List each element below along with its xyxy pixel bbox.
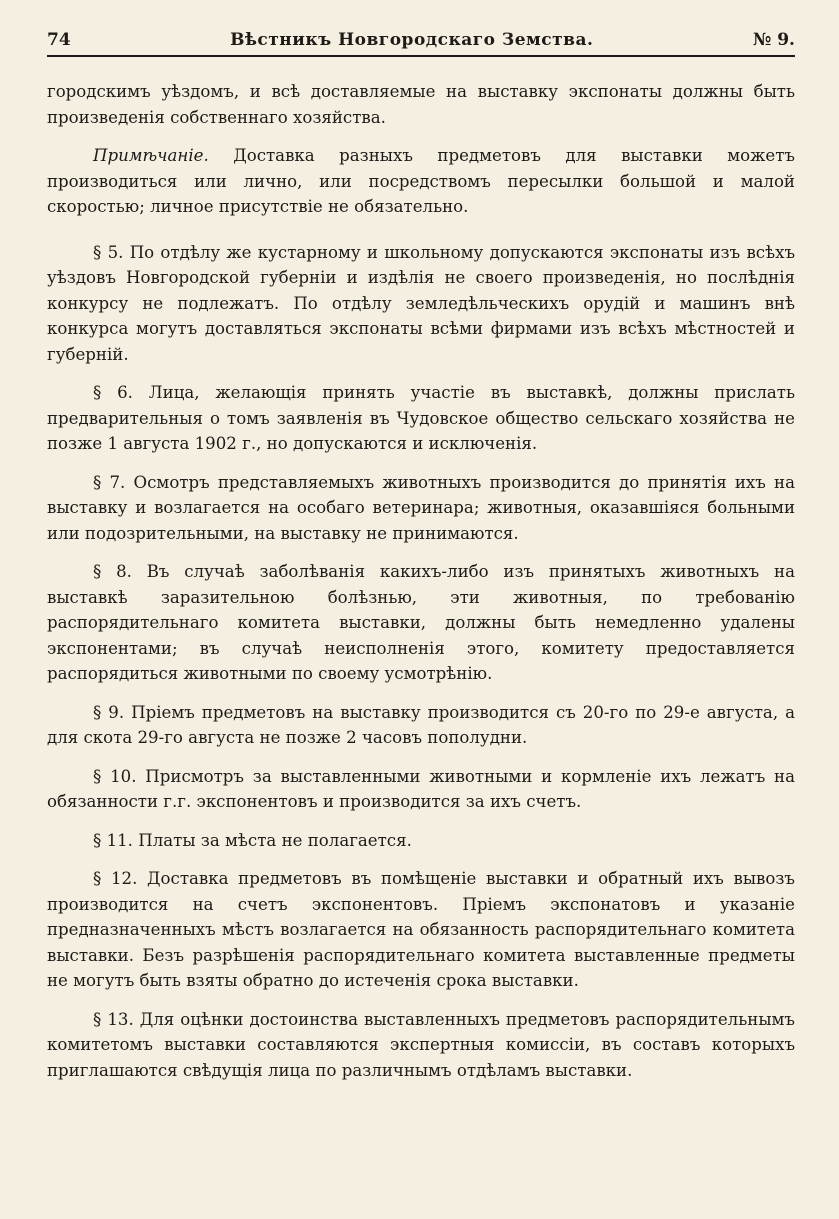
note-paragraph [47,143,795,220]
section-9-paragraph: § 9. Пріемъ предметовъ на выставку производится съ 20-го по 29-е августа, а для скота 29-го августа не позже 2 часовъ пополудни. [47,702,795,747]
section-13-paragraph: § 13. Для оцѣнки достоинства выставленныхъ предметовъ распорядительнымъ комитетомъ выставки составляются экспертныя комиссіи, въ составъ которыхъ приглашаются свѣдущія лица по различнымъ отдѣламъ выставки. [47,1009,795,1080]
section-6-paragraph: § 6. Лица, желающія принять участіе въ выставкѣ, должны прислать предварительныя о томъ заявленія въ Чудовское общество сельскаго хозяйства не позже 1 августа 1902 г., но допускаются и исключенія. [47,383,795,453]
section-12-paragraph: § 12. Доставка предметовъ въ помѣщеніе выставки и обратный ихъ вывозъ производится на счетъ экспонентовъ. Пріемъ экспонатовъ и указаніе предназначенныхъ мѣстъ возлагается на обязанность распорядительнаго комитета выставки. Безъ разрѣшенія распорядительнаго комитета выставленные предметы не могутъ быть взяты обратно до истеченія срока выставки. [47,869,795,990]
section-11-paragraph: § 11. Платы за мѣста не полагается. [93,830,412,850]
section-8-paragraph: § 8. Въ случаѣ заболѣванія какихъ-либо изъ принятыхъ животныхъ на выставкѣ заразительною болѣзнью, эти животныя, по требованію распорядительнаго комитета выставки, должны быть немедленно удалены экспонентами; въ случаѣ неисполненія этого, комитету предоставляется распорядиться животными по своему усмотрѣнію. [47,562,795,683]
running-header [47,30,795,57]
page-number: 74 [47,30,71,50]
body-text [47,79,795,1083]
section-7-paragraph: § 7. Осмотръ представляемыхъ животныхъ производится до принятія ихъ на выставку и возлагается на особаго ветеринара; животныя, оказавшіяся больными или подозрительными, на выставку не принимаются. [47,472,795,543]
section-10-paragraph: § 10. Присмотръ за выставленными животными и кормленіе ихъ лежатъ на обязанности г.г. экспонентовъ и производится за ихъ счетъ. [47,766,795,811]
issue-number: № 9. [752,30,795,50]
journal-title: Вѣстникъ Новгородскаго Земства. [230,30,594,50]
note-text: Доставка разныхъ предметовъ для выставки можетъ производиться или лично, или посредствомъ пересылки большой и малой скоростью; личное присутствіе не обязательно. [47,146,795,216]
intro-paragraph: городскимъ уѣздомъ, и всѣ доставляемые на выставку экспонаты должны быть произведенія собственнаго хозяйства. [47,82,795,127]
section-5-paragraph: § 5. По отдѣлу же кустарному и школьному допускаются экспонаты изъ всѣхъ уѣздовъ Новгородской губерніи и издѣлія не своего произведенія, но послѣднія конкурсу не подлежатъ. По отдѣлу земледѣльческихъ орудій и машинъ внѣ конкурса могутъ доставляться экспонаты всѣми фирмами изъ всѣхъ мѣстностей и губерній. [47,242,795,364]
note-label: Примѣчаніе. [93,146,209,165]
